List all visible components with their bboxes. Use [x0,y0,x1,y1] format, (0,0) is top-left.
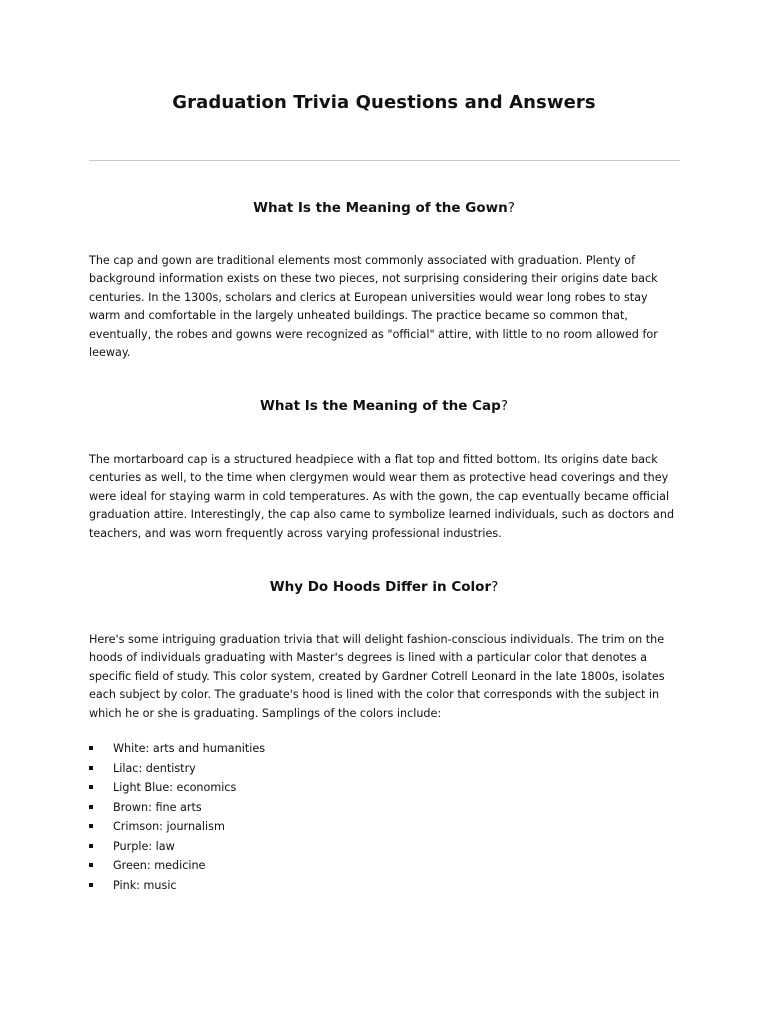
list-item [89,817,265,837]
list-item-text: Green: medicine [113,859,206,872]
bullet-icon [89,844,93,848]
bullet-icon [89,746,93,750]
list-item-text: Purple: law [113,839,175,853]
list-item [89,856,265,876]
section-paragraph-gown: The cap and gown are traditional elements most commonly associated with graduation. Plenty of background information exists on these two pieces, not surprising considering their origins date back centuries. In the 1300s, scholars and clerics at European universities would wear long robes to stay warm and comfortable in the largely unheated buildings. The practice became so common that, eventually, the robes and gowns were recognized as "official" attire, with little to no room allowed for leeway. [89,254,658,360]
list-item [89,739,265,759]
list-item-text: Brown: fine arts [113,800,202,814]
list-item [89,798,265,818]
list-item-text: Light Blue: economics [113,781,237,794]
section-heading-hoods [0,579,768,595]
section-paragraph-hoods: Here's some intriguing graduation trivia that will delight fashion-conscious individuals. The trim on the hoods of individuals graduating with Master's degrees is lined with a particular color that denotes a specific field of study. This color system, created by Gardner Cotrell Leonard in the late 1800s, isolates each subject by color. The graduate's hood is lined with the color that corresponds with the subject in which he or she is graduating. Samplings of the colors include: [89,633,665,720]
list-item-text: White: arts and humanities [113,742,266,755]
bullet-icon [89,824,93,828]
section-heading-cap-text: What Is the Meaning of the Cap [260,398,501,414]
list-item [89,759,265,779]
bullet-icon [89,766,93,770]
list-item-text: Pink: music [113,878,177,892]
section-heading-cap-mark: ? [500,398,508,414]
title-divider [89,160,680,161]
section-paragraph-cap: The mortarboard cap is a structured headpiece with a flat top and fitted bottom. Its origins date back centuries as well, to the time when clergymen would wear them as protective head coverings and they were ideal for staying warm in cold temperatures. As with the gown, the cap eventually became official graduation attire. Interestingly, the cap also came to symbolize learned individuals, such as doctors and teachers, and was worn frequently across varying professional industries. [89,453,675,540]
list-item [89,778,265,798]
bullet-icon [89,863,93,867]
list-item [89,837,265,857]
list-item-text: Crimson: journalism [113,820,225,833]
hood-color-list [89,739,265,895]
bullet-icon [89,883,93,887]
list-item [89,876,265,896]
bullet-icon [89,805,93,809]
document-title: Graduation Trivia Questions and Answers [172,92,596,113]
section-heading-gown-text: What Is the Meaning of the Gown [253,200,508,216]
bullet-icon [89,785,93,789]
section-heading-gown-mark: ? [507,200,515,216]
section-heading-hoods-text: Why Do Hoods Differ in Color [269,579,492,595]
section-heading-hoods-mark: ? [491,579,499,595]
section-heading-gown [0,200,768,216]
list-item-text: Lilac: dentistry [113,761,196,775]
section-heading-cap [0,398,768,414]
